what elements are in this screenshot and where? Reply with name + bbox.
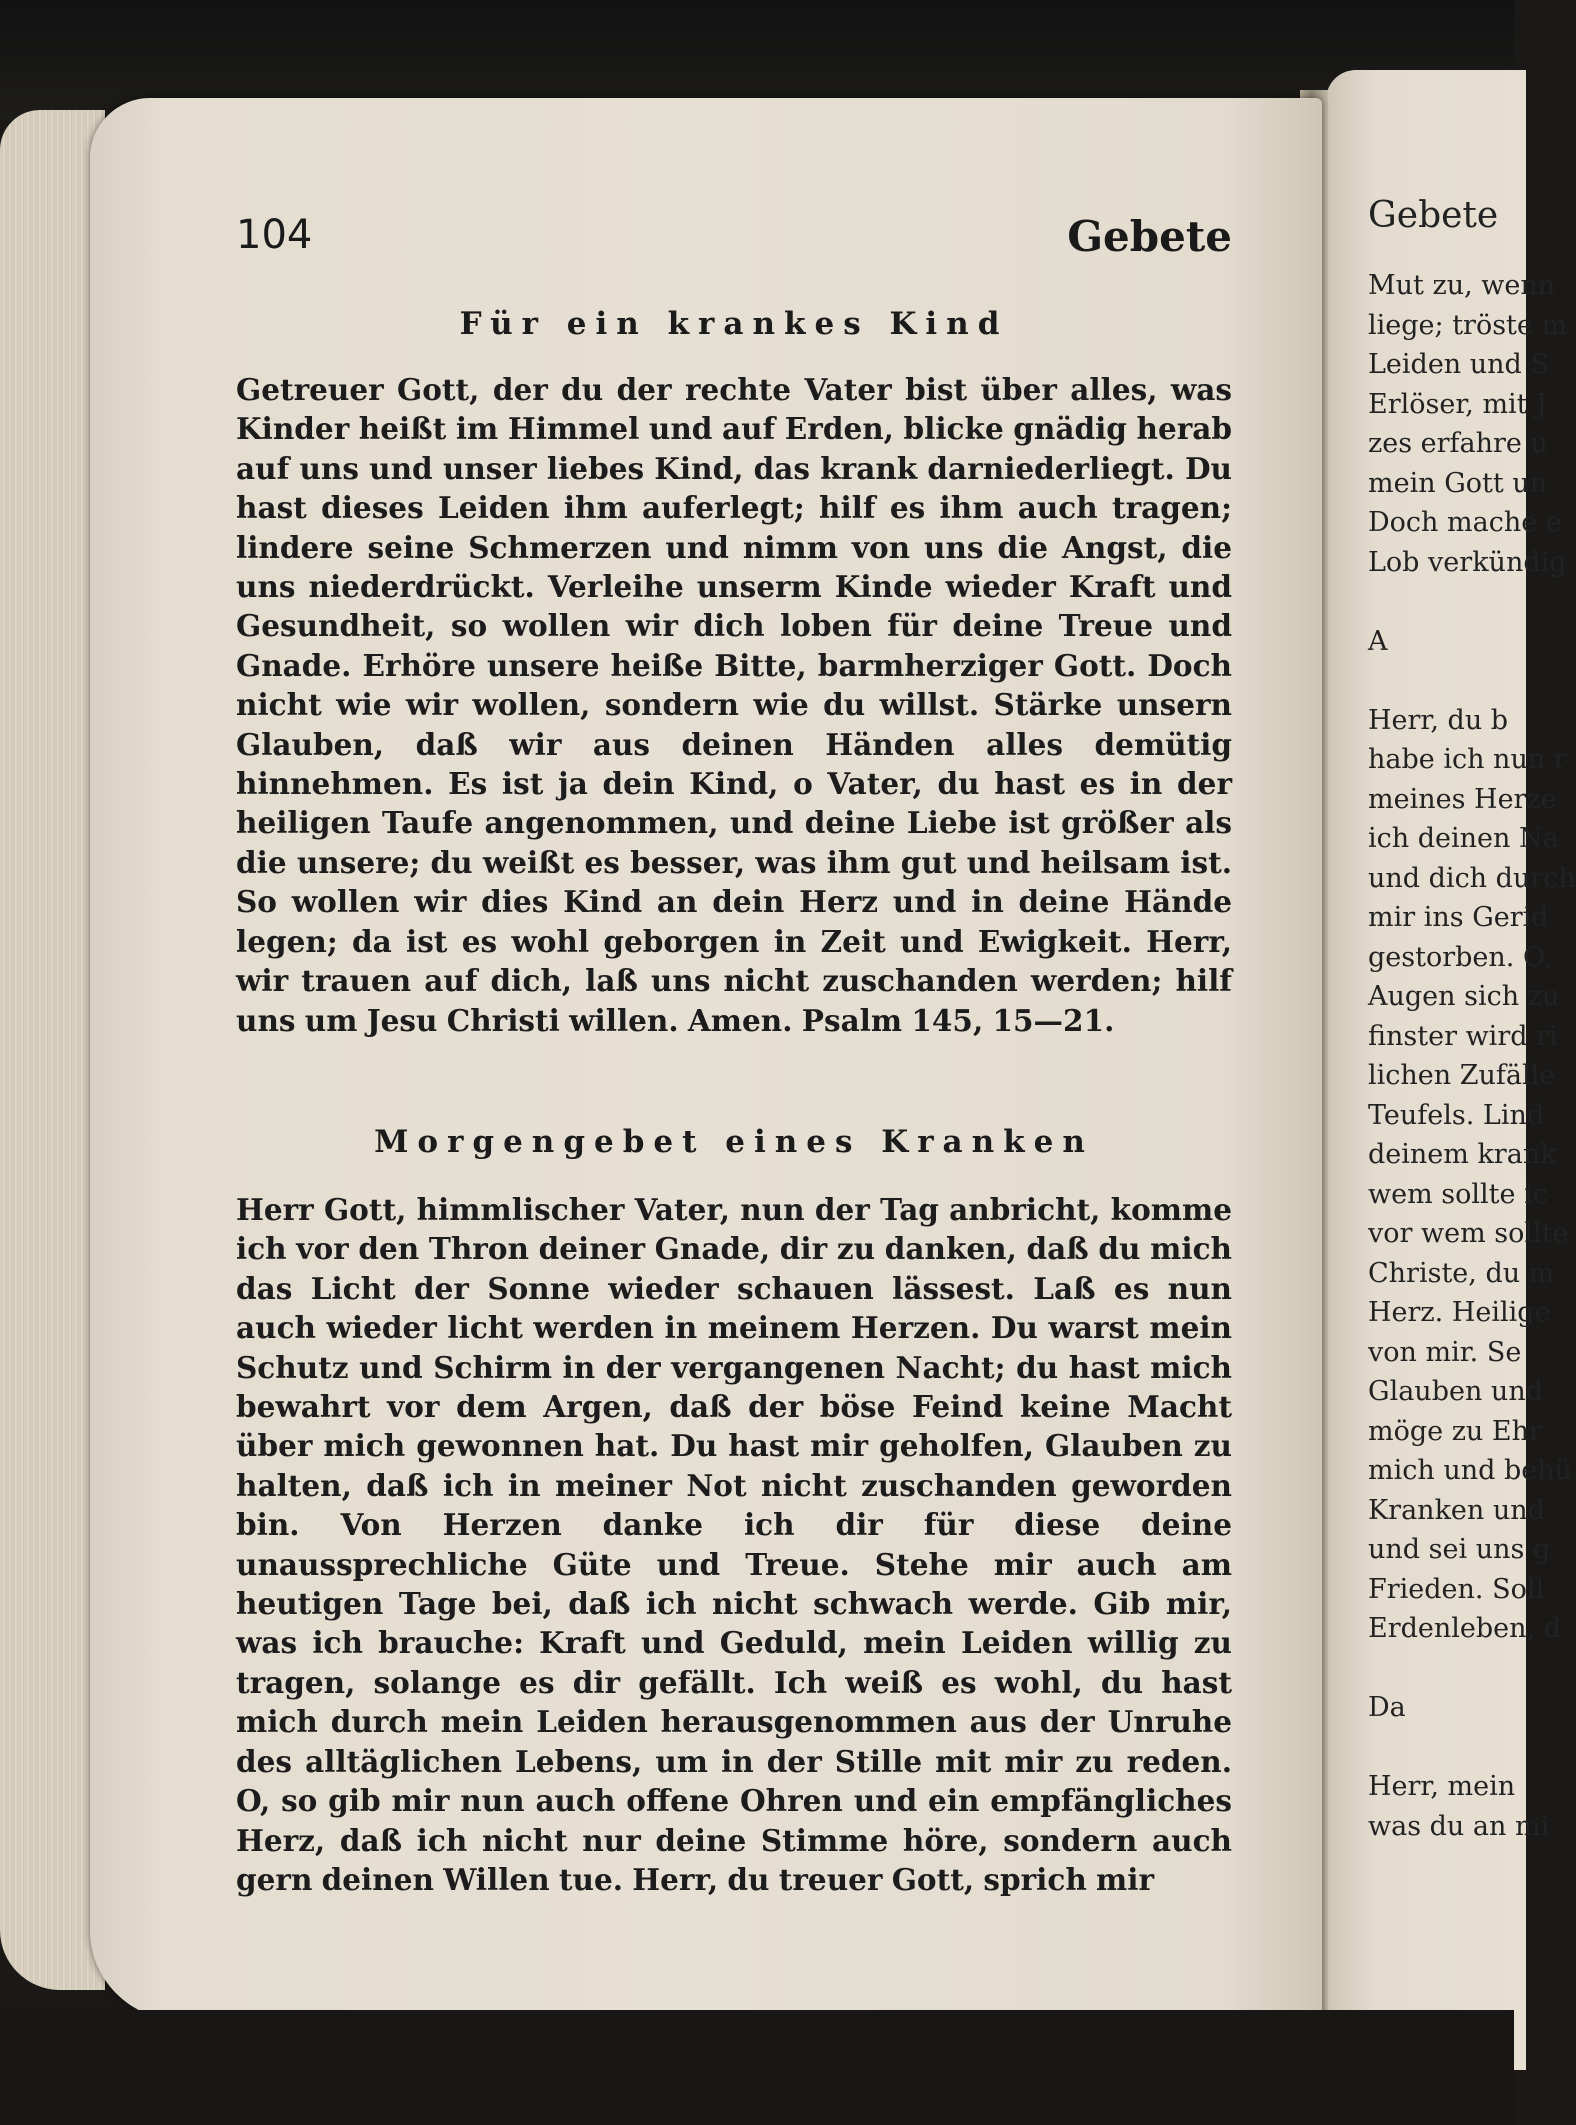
right-page-text	[1368, 270, 1576, 1850]
right-page-line: Herz. Heilige	[1368, 1297, 1551, 1328]
right-page-line: deinem krank	[1368, 1139, 1557, 1170]
right-page-line: und dich durch	[1368, 862, 1576, 894]
right-page-line: lichen Zufälle	[1368, 1060, 1556, 1091]
right-page-line: A	[1368, 625, 1388, 657]
right-page-line: wem sollte ic	[1368, 1178, 1548, 1210]
right-page-line: Kranken und	[1368, 1494, 1545, 1526]
right-page-line	[1368, 1732, 1528, 1772]
prayer-body-morning-prayer: Herr Gott, himmlischer Vater, nun der Tag anbricht, komme ich vor den Thron deiner Gnade, dir zu danken, daß du mich das Licht der Sonne wieder schauen lässest. Laß es nun auch wieder licht werden in meinem Herzen. Du warst mein Schutz und Schirm in der vergangenen Nacht; du hast mich bewahrt vor dem Argen, daß der böse Feind keine Macht über mich gewonnen hat. Du hast mir geholfen, Glauben zu halten, daß ich in meiner Not nicht zuschanden geworden bin. Von Herzen danke ich dir für diese deine unaussprechliche Güte und Treue. Stehe mir auch am heutigen Tage bei, daß ich nicht schwach werde. Gib mir, was ich brauche: Kraft und Geduld, mein Leiden willig zu tragen, solange es dir gefällt. Ich weiß es wohl, du hast mich durch mein Leiden herausgenommen aus der Unruhe des alltäglichen Lebens, um in der Stille mit mir zu reden. O, so gib mir nun auch offene Ohren und ein empfängliches Herz, daß ich nicht nur deine Stimme höre, sondern auch gern deinen Willen tue. Herr, du treuer Gott, sprich mir	[236, 1192, 1232, 1897]
section-heading-morning-prayer: Morgengebet eines Kranken	[374, 1124, 1094, 1160]
running-head: Gebete	[1067, 212, 1232, 261]
right-page-line: mein Gott un	[1368, 467, 1548, 499]
right-page-line: habe ich nun r	[1368, 744, 1567, 775]
right-page-line: von mir. Se	[1368, 1336, 1522, 1368]
right-page-running-head: Gebete	[1368, 195, 1499, 236]
right-page-line: Lob verkündig	[1368, 546, 1567, 578]
right-page-line: Augen sich zu	[1368, 981, 1560, 1012]
right-page-line: Mut zu, wenn	[1368, 270, 1556, 301]
right-page-line	[1368, 586, 1528, 626]
right-page-line: vor wem sollte	[1368, 1218, 1569, 1249]
right-page-line: Erdenleben, d	[1368, 1613, 1561, 1644]
right-page-line: was du an mi	[1368, 1810, 1550, 1842]
right-page-line: Da	[1368, 1692, 1406, 1723]
right-page-line: ich deinen Na	[1368, 823, 1559, 854]
right-page-line: möge zu Ehr	[1368, 1415, 1542, 1447]
page-number: 104	[236, 212, 313, 258]
right-page-line: liege; tröste m	[1368, 309, 1568, 341]
right-page-line: Christe, du m	[1368, 1257, 1555, 1289]
right-page-line: Frieden. Soll	[1368, 1573, 1545, 1605]
right-page-line: und sei uns g	[1368, 1534, 1551, 1565]
right-page-line: finster wird ri	[1368, 1020, 1558, 1052]
right-page-line: Erlöser, mit J	[1368, 388, 1547, 420]
prayer-body-sick-child: Getreuer Gott, der du der rechte Vater bist über alles, was Kinder heißt im Himmel und auf Erden, blicke gnädig herab auf uns und unser liebes Kind, das krank darniederliegt. Du hast dieses Leiden ihm auferlegt; hilf es ihm auch tragen; lindere seine Schmerzen und nimm von uns die Angst, die uns niederdrückt. Verleihe unserm Kinde wieder Kraft und Gesundheit, so wollen wir dich loben für deine Treue und Gnade. Erhöre unsere heiße Bitte, barmherziger Gott. Doch nicht wie wir wollen, sondern wie du willst. Stärke unsern Glauben, daß wir aus deinen Händen alles demütig hinnehmen. Es ist ja dein Kind, o Vater, du hast es in der heiligen Taufe angenommen, und deine Liebe ist größer als die unsere; du weißt es besser, was ihm gut und heilsam ist. So wollen wir dies Kind an dein Herz und in deine Hände legen; da ist es wohl geborgen in Zeit und Ewigkeit. Herr, wir trauen auf dich, laß uns nicht zuschanden werden; hilf uns um Jesu Christi willen. Amen. Psalm 145, 15—21.	[236, 372, 1232, 1038]
right-page-line: Doch mache e	[1368, 507, 1562, 538]
right-page-line: Teufels. Lind	[1368, 1099, 1545, 1131]
section-heading-sick-child: Für ein krankes Kind	[459, 306, 1009, 342]
right-page-line	[1368, 1653, 1528, 1693]
right-page-line: mir ins Gerid	[1368, 902, 1549, 933]
right-page-line: meines Herze	[1368, 783, 1557, 815]
right-page-line: gestorben. O,	[1368, 941, 1553, 973]
right-page-line	[1368, 665, 1528, 705]
background-bottom	[0, 2010, 1514, 2125]
right-page-line: mich und behü	[1368, 1455, 1573, 1486]
right-page-line: Herr, mein	[1368, 1771, 1516, 1802]
right-page-line: Glauben und	[1368, 1376, 1543, 1407]
right-page-line: Leiden und S	[1368, 349, 1549, 380]
right-page-line: zes erfahre u	[1368, 428, 1548, 459]
right-page-line: Herr, du b	[1368, 704, 1509, 736]
